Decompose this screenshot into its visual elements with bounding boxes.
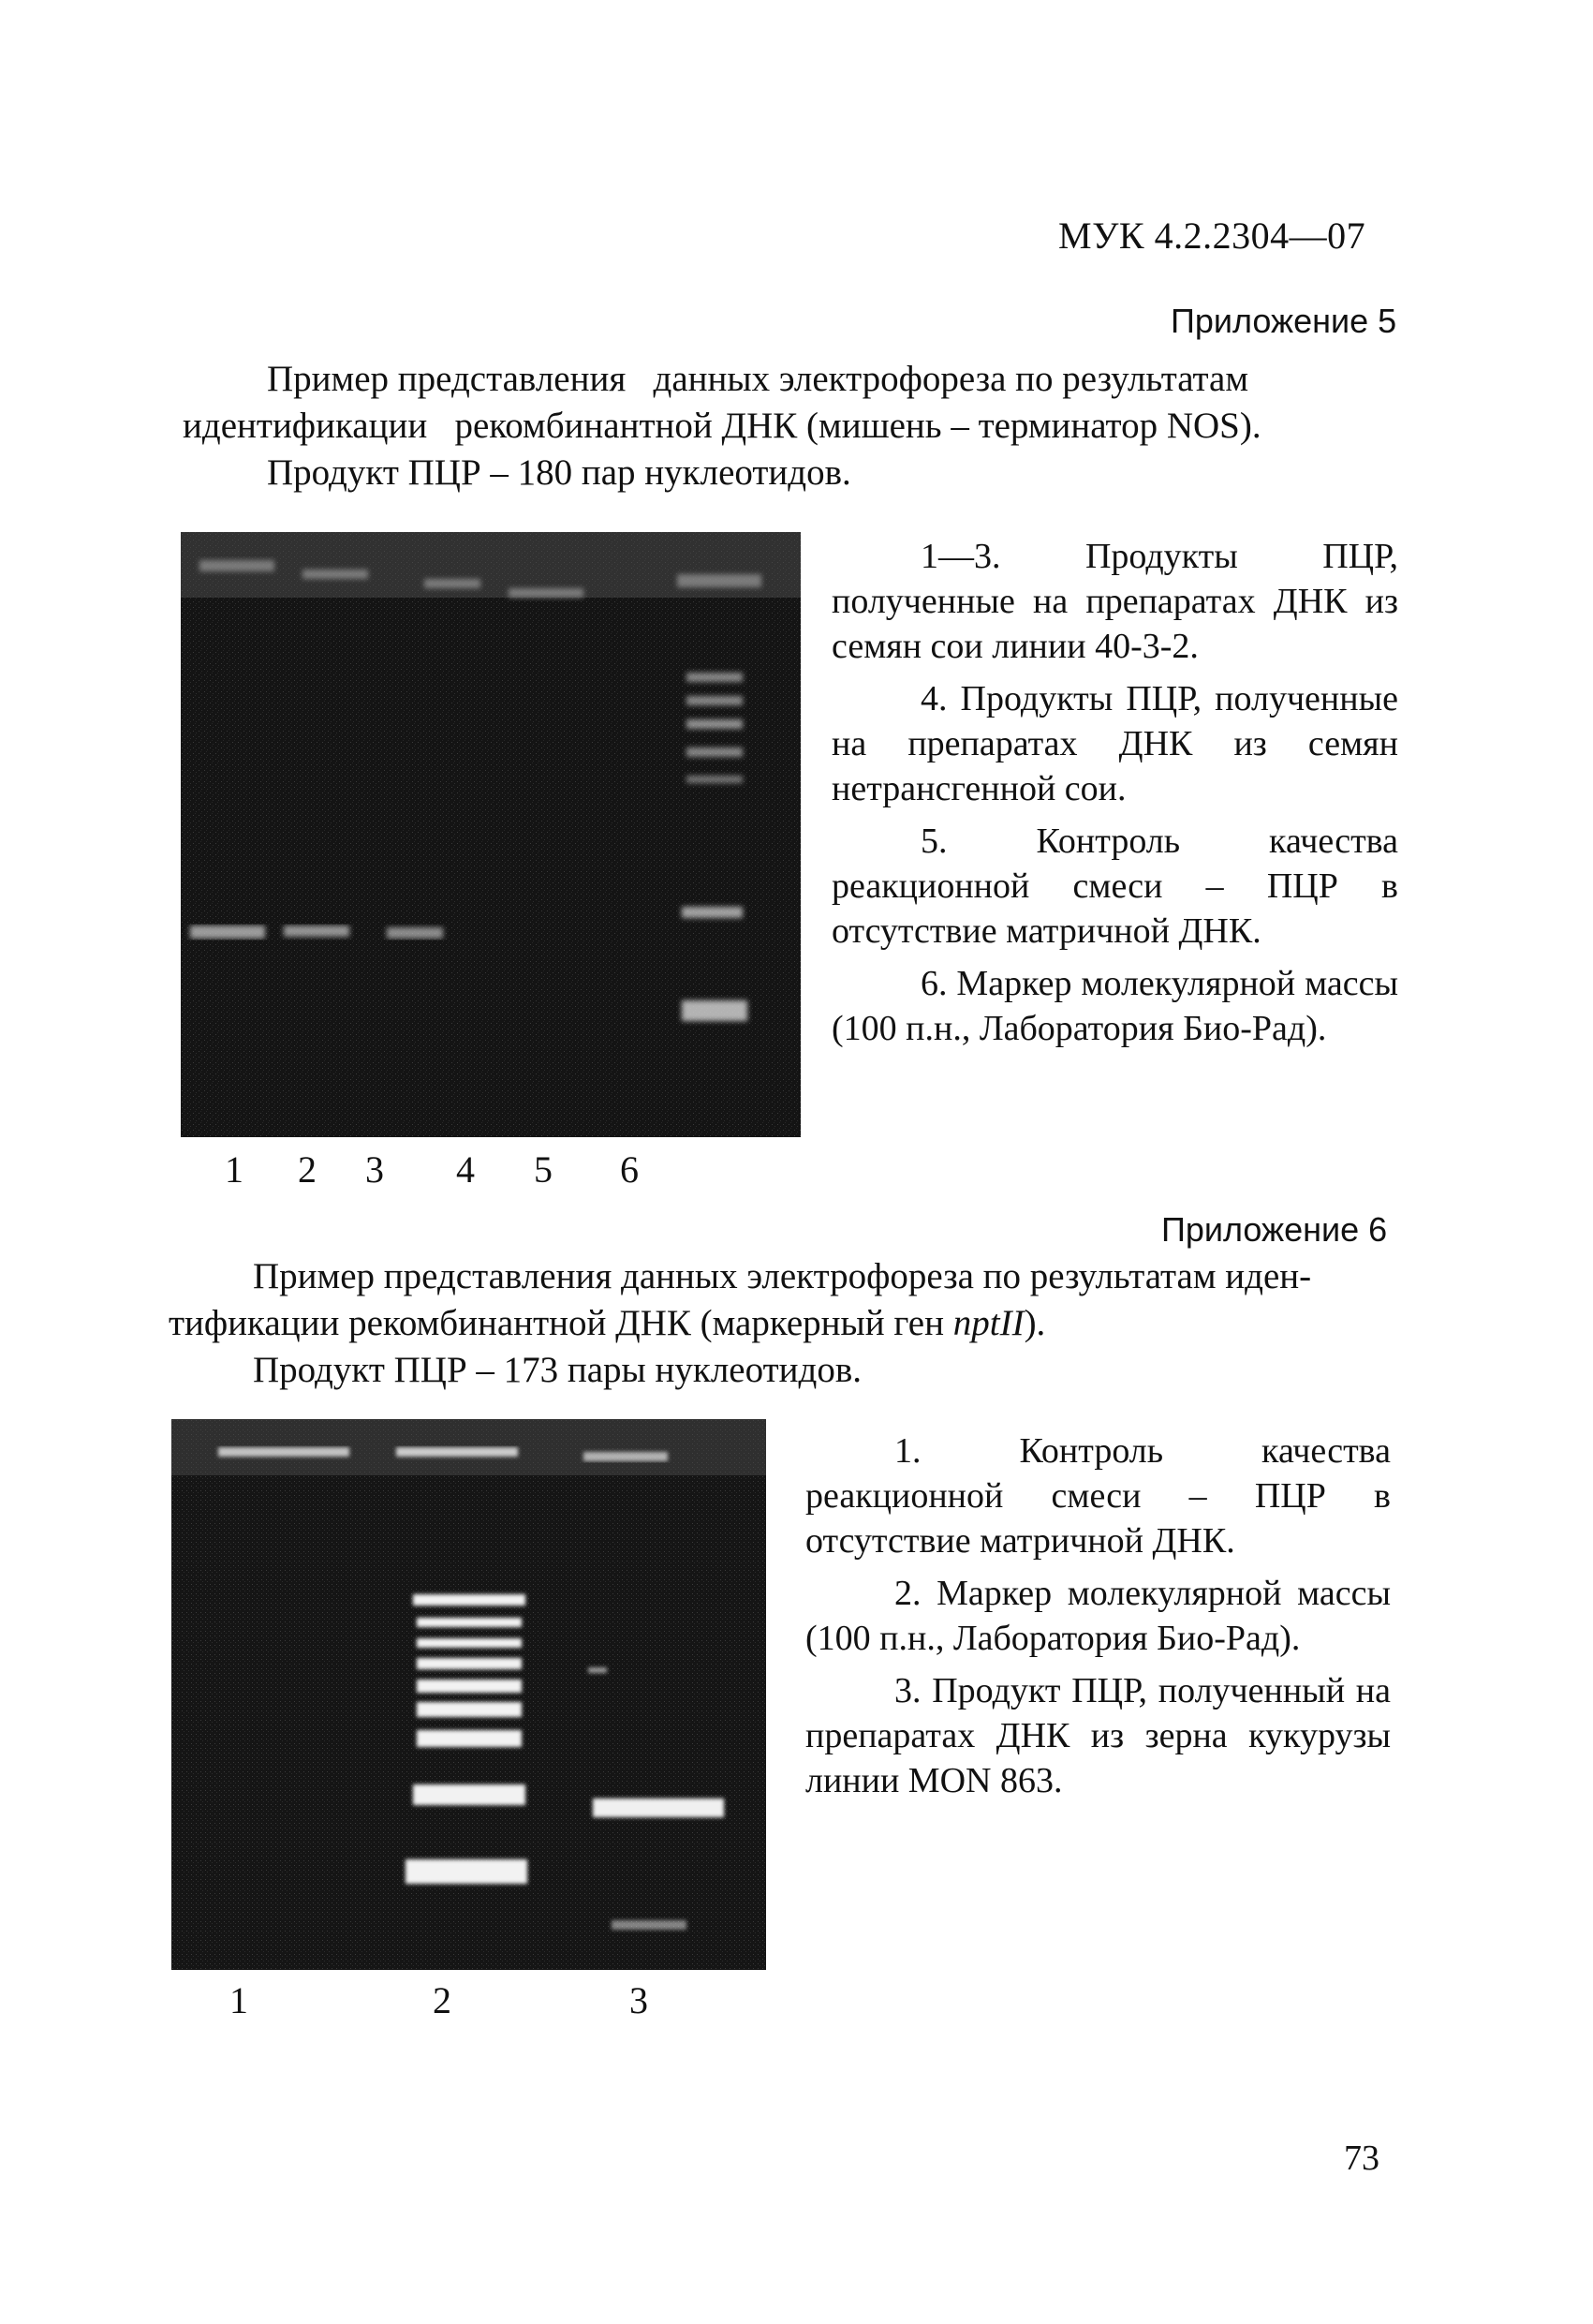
legend-item: 4. Продукты ПЦР, полученные на препаратах ДНК из семян нетрансгенной сои.: [832, 679, 1398, 808]
gel-lane-labels-nos: [0, 1147, 1593, 1194]
legend-item: 1—3. Продукты ПЦР, полученные на препаратах ДНК из семян сои линии 40-3-2.: [832, 537, 1398, 666]
lane-label: 3: [365, 1148, 384, 1191]
appendix-5-intro-line2: идентификации рекомбинантной ДНК (мишень – терминатор NOS).: [183, 406, 1261, 446]
legend-item: 6. Маркер молекулярной массы (100 п.н., Лаборатория Био-Рад).: [832, 964, 1398, 1048]
appendix-6-title: Приложение 6: [1161, 1210, 1388, 1249]
legend-item: 3. Продукт ПЦР, полученный на препаратах ДНК из зерна кукурузы линии MON 863.: [805, 1671, 1391, 1800]
lane-label: 4: [456, 1148, 475, 1191]
appendix-5-legend: [832, 534, 1398, 1058]
legend-item: 5. Контроль качества реакционной смеси – ПЦР в отсутствие матричной ДНК.: [832, 822, 1398, 951]
appendix-5-title: Приложение 5: [1171, 302, 1397, 340]
gel-image-nos-graphic: [181, 532, 801, 1137]
lane-label: 5: [534, 1148, 553, 1191]
appendix-6-intro-line2-end: ).: [1024, 1303, 1046, 1343]
appendix-5-intro-line1: Пример представления данных электрофореза по результатам: [267, 359, 1249, 399]
appendix-6-intro-line2: [169, 1300, 1395, 1347]
lane-label: 6: [620, 1148, 639, 1191]
gel-image-nos: [181, 532, 801, 1137]
lane-label: 2: [433, 1979, 451, 2021]
appendix-5-intro: [183, 356, 1409, 496]
lane-label: 1: [225, 1148, 243, 1191]
gel-image-nptii-graphic: [171, 1419, 766, 1970]
gel-lane-labels-nptii: [0, 1978, 1593, 2025]
legend-item: 2. Маркер молекулярной массы (100 п.н., Лаборатория Био-Рад).: [805, 1574, 1391, 1658]
appendix-6-intro-line1: Пример представления данных электрофореза по результатам иден-: [253, 1256, 1312, 1296]
lane-label: 3: [629, 1979, 648, 2021]
page-number: 73: [1344, 2139, 1379, 2178]
appendix-6-product: Продукт ПЦР – 173 пары нуклеотидов.: [253, 1350, 863, 1390]
document-id: МУК 4.2.2304—07: [1058, 215, 1366, 257]
lane-label: 1: [229, 1979, 248, 2021]
appendix-6-intro: [169, 1253, 1395, 1394]
appendix-5-product: Продукт ПЦР – 180 пар нуклеотидов.: [267, 452, 851, 493]
legend-item: 1. Контроль качества реакционной смеси – ПЦР в отсутствие матричной ДНК.: [805, 1431, 1391, 1561]
lane-label: 2: [298, 1148, 317, 1191]
gene-name: nptII: [952, 1303, 1025, 1343]
appendix-6-legend: [805, 1428, 1391, 1811]
appendix-6-intro-line2-text: тификации рекомбинантной ДНК (маркерный ген: [169, 1303, 953, 1343]
gel-image-nptii: [171, 1419, 766, 1970]
